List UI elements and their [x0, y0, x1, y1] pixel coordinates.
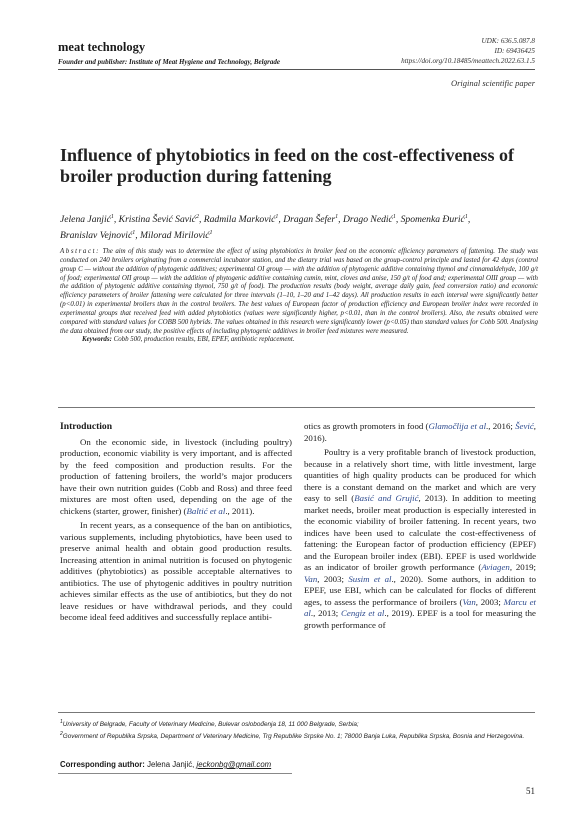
citation[interactable]: Basić and Grujić	[354, 493, 419, 503]
article-id: ID: 69436425	[494, 47, 535, 55]
paragraph-text: , 2003;	[475, 596, 504, 607]
paragraph-text: On the economic side, in livestock (including poultry) production, economic viability is very important, and is affected by the feed composition and production results. For the production of fattening broilers, the world’s major producers have their own nutrition guides (Cobb and Ross) and three feed mixtures are most often used, depending on the age of the chickens (starter, grower, finisher) (	[60, 436, 292, 516]
author-affiliation-mark: 1	[464, 214, 468, 220]
author-affiliation-mark: 1	[132, 229, 136, 236]
author-name: Spomenka Đurić$^1$	[400, 214, 468, 226]
corresponding-name: Jelena Janjić,	[147, 760, 195, 769]
citation[interactable]: Marcu et al	[304, 596, 536, 618]
citation[interactable]: Susim et al	[348, 573, 392, 584]
citation[interactable]: Baltić et al	[186, 505, 226, 516]
citation[interactable]: Glamočlija et al	[428, 421, 487, 431]
author-name: Milorad Mirilović$^1$	[140, 229, 213, 241]
paragraph-text: ., 2011).	[225, 505, 255, 516]
publisher-line: Founder and publisher: Institute of Meat Hygiene and Technology, Belgrade	[58, 58, 280, 66]
author-name: Branislav Vejnović$^1$	[60, 229, 136, 241]
paragraph-text: , 2003;	[317, 573, 349, 584]
author-affiliation-mark: 1	[110, 214, 114, 220]
author-affiliation-mark: 1	[209, 229, 213, 236]
body-column-left	[60, 421, 292, 624]
citation[interactable]: Šević	[515, 421, 534, 431]
article-meta	[401, 36, 535, 66]
footnote-text: Government of Republika Srpska, Department of Veterinary Medicine, Trg Republike Srpske No. 1; 78000 Banja Luka, Republika Srpska, Bosnia and Herzegovina.	[62, 732, 525, 740]
footnote-mark: 1	[60, 719, 63, 725]
corresponding-author	[60, 760, 271, 769]
abstract-divider	[58, 407, 535, 408]
corresponding-email[interactable]: jeckonbg@gmail.com	[196, 760, 272, 769]
footnote-mark: 2	[60, 730, 63, 737]
paragraph-text: , 2013). In addition to meeting market needs, broiler meat production is especially interested in the economic viability of broiler fattening. In recent years, two indices have been used to calculate the cost-effectiveness of fattening: the European factor of production efficiency (EPEF) and the European broiler index (EBI). EPEF is used worldwide as an indicator of broiler growth performance (	[304, 493, 537, 572]
author-name: Dragan Šefer$^1$	[283, 214, 339, 226]
body-column-right	[304, 421, 536, 631]
paragraph-text: otics as growth promoters in food (	[304, 421, 429, 431]
paragraph-text: In recent years, as a consequence of the ban on antibiotics, various supplements, including phytobiotics, have been used to preserve animal health and obtain good production results. Increasing attention in animal nutrition is focused on phytogenic additives (phytobiotics) as possible acceptable alternatives to antibiotics. The use of phytogenic additives in poultry nutrition achieves similar effects as the use of antibiotics, but they do not leave residues or have withdrawal periods, and they could become ideal feed additives and successfully replace antibi-	[60, 520, 292, 622]
paper-type: Original scientific paper	[450, 78, 535, 88]
abstract	[60, 248, 538, 345]
author-affiliation-mark: 1	[392, 214, 396, 220]
affiliation-footnotes	[60, 718, 540, 741]
author-name: Jelena Janjić$^1$	[60, 214, 114, 226]
citation[interactable]: Van	[304, 573, 318, 584]
abstract-text: The aim of this study was to determine the effect of using phytobiotics in broiler feed on the economic efficiency parameters of fattening. The study was conducted on 240 broilers originating from a commercial incubator station, and the dietary trial was based on the group-control principle and lasted for 42 days (control group C — without the addition of phytogenic additives; experimental OI group — with the addition of phytogenic additive containing thymol and cinnamaldehyde, 100 g/t of food; experimental OII group — with the addition of phytogenic additive containing cumin, mint, cloves and anise, 150 g/t of food and; experimental OIII group — with the addition of phytogenic additive containing thymol, 750 g/t of food). The production results (body weight, average daily gain, feed conversion ratio) and economic efficiency parameters of broiler fattening were calculated for three intervals (1–10, 1–20 and 1–42 days). All production results in each interval were significantly better (p<0.01) in experimental broilers than in the control broilers. The best values of European factor of production efficiency and European broiler index were recorded in experimental groups that received feed with added phytobiotics (values were significantly higher, p<0.01, than in the control broilers). Also, the results obtained were compared with standard values for COBB 500 hybrids. The values obtained in this research were significantly lower (p<0.05) than standard values for Cobb 500. Analysing the data obtained from our study, the positive effects of including phytogenic additives in broiler feed mixtures were measured.	[60, 248, 538, 335]
section-heading-introduction: Introduction	[60, 421, 113, 432]
page-number: 51	[526, 786, 535, 796]
citation[interactable]: Cengiz et al	[341, 608, 385, 618]
intro-paragraph-2-continued	[304, 421, 536, 444]
author-affiliation-mark: 1	[335, 214, 339, 220]
paragraph-text: ., 2013;	[310, 608, 341, 618]
doi-link[interactable]: https://doi.org/10.18485/meattech.2022.63.1.5	[401, 57, 535, 65]
corresponding-label: Corresponding author:	[60, 760, 145, 769]
corresponding-divider	[58, 773, 292, 774]
citation[interactable]: Van	[462, 596, 476, 607]
intro-paragraph-1	[60, 437, 292, 518]
author-list: Jelena Janjić$^1$, Kristina Šević Savić$^2$, Radmila Marković$^1$, Dragan Šefer$^1$, Drago Nedić$^1$, Spomenka Đurić$^1$, Branislav Vejnović$^1$, Milorad Mirilović$^1$	[60, 214, 471, 241]
footnote-divider	[58, 712, 535, 713]
paragraph-text: ., 2019). EPEF is a tool for measuring the growth performance of	[304, 608, 536, 630]
keywords-text: Cobb 500, production results, EBI, EPEF, antibiotic replacement.	[113, 336, 295, 344]
keywords	[60, 336, 538, 345]
footnote	[60, 718, 540, 730]
author-name: Radmila Marković$^1$	[203, 214, 279, 226]
author-affiliation-mark: 2	[195, 214, 199, 220]
paragraph-text: Poultry is a very profitable branch of livestock production, because in a relatively short time, with little investment, large quantities of high quality products can be produced for which there is a constant demand on the market and which are very easy to sell (	[304, 447, 536, 503]
author-name: Kristina Šević Savić$^2$	[118, 214, 199, 226]
paragraph-text: ., 2016;	[486, 421, 516, 431]
intro-paragraph-2	[60, 520, 292, 624]
intro-paragraph-3	[304, 447, 536, 631]
citation[interactable]: Aviagen	[481, 562, 510, 572]
keywords-label: Keywords:	[82, 336, 112, 344]
header-divider	[58, 69, 535, 70]
article-title: Influence of phytobiotics in feed on the cost-effectiveness of broiler production during fattening	[60, 145, 514, 186]
journal-name: meat technology	[58, 40, 146, 54]
paragraph-text: ., 2020). Some authors, in addition to EPEF, use EBI, which can be calculated for flocks of different ages, to assess the performance of broilers (	[304, 573, 536, 607]
udk-code: UDK: 636.5.087.8	[481, 37, 535, 45]
author-affiliation-mark: 1	[275, 214, 279, 220]
abstract-label: Abstract:	[60, 248, 101, 255]
footnote-text: University of Belgrade, Faculty of Veterinary Medicine, Bulevar oslobođenja 18, 11 000 Belgrade, Serbia;	[62, 721, 359, 729]
author-name: Drago Nedić$^1$	[342, 214, 396, 226]
paragraph-text: , 2019;	[509, 562, 536, 572]
journal-header	[58, 36, 535, 68]
paragraph-text: , 2016).	[304, 421, 536, 443]
footnote	[60, 730, 540, 742]
